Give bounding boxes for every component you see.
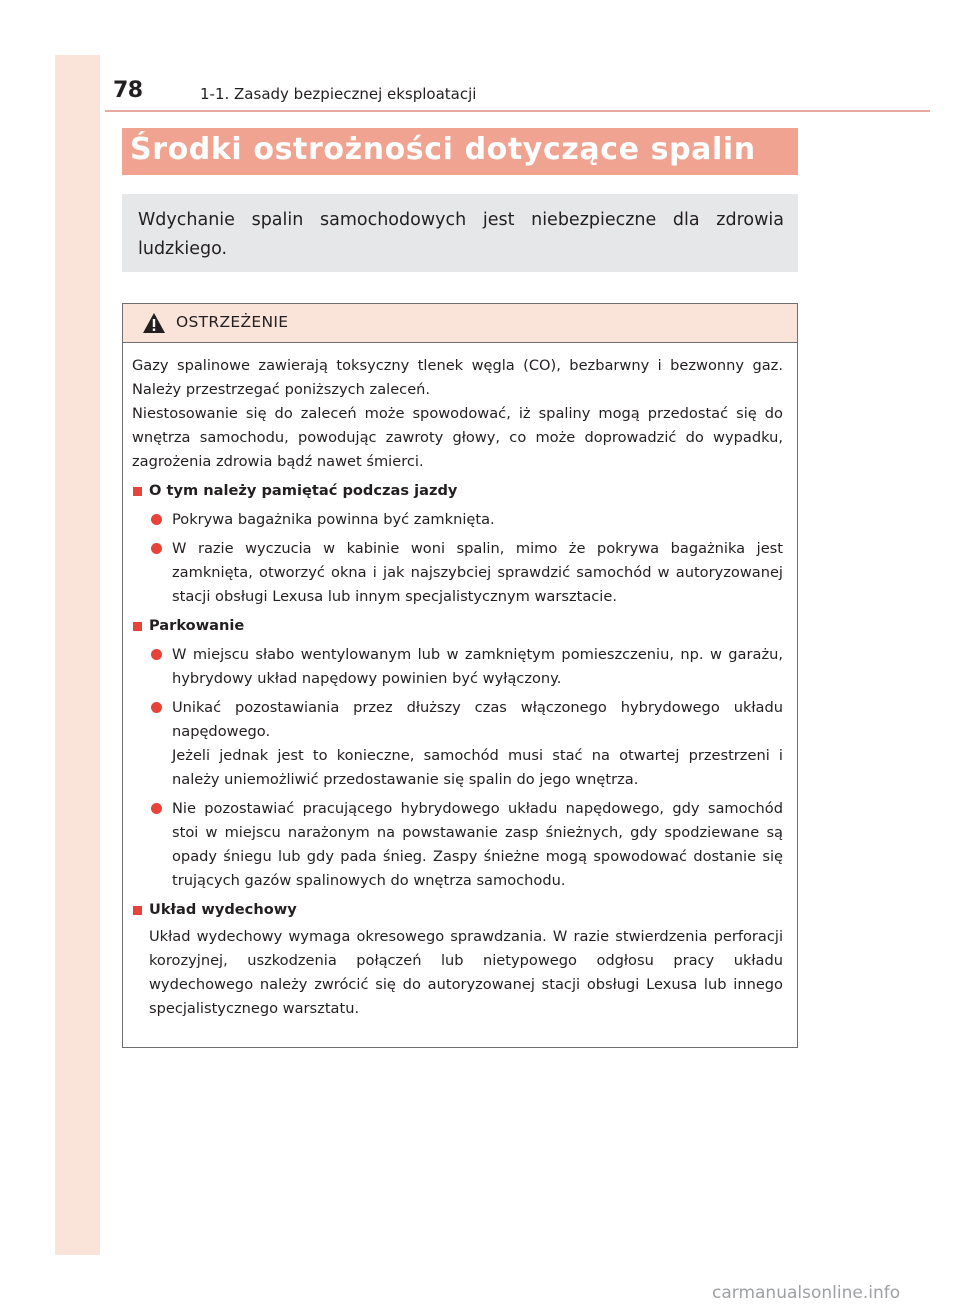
exhaust-heading: Układ wydechowy xyxy=(132,898,783,922)
page-number: 78 xyxy=(113,78,143,103)
chapter-title: 1-1. Zasady bezpiecznej eksploatacji xyxy=(200,85,477,103)
warning-header xyxy=(123,304,797,343)
footer-watermark: carmanualsonline.info xyxy=(712,1283,901,1303)
driving-heading: O tym należy pamiętać podczas jazdy xyxy=(132,479,783,503)
exhaust-paragraph: Układ wydechowy wymaga okresowego sprawdzania. W razie stwierdzenia perforacji korozyjnej, uszkodzenia połączeń lub nietypowego odgłosu pracy układu wydechowego należy zwrócić się do autoryzowanej stacji obsługi Lexusa lub innego specjalistycznego warsztatu. xyxy=(149,928,783,1017)
side-tab xyxy=(55,55,100,1255)
driving-bullet-2: W razie wyczucia w kabinie woni spalin, mimo że pokrywa bagażnika jest zamknięta, otworzyć okna i jak najszybciej sprawdzić samochód w autoryzowanej stacji obsługi Lexusa lub innym specjalistycznym warsztacie. xyxy=(132,537,783,609)
section-title-bar xyxy=(122,128,798,175)
intro-text: Wdychanie spalin samochodowych jest niebezpieczne dla zdrowia ludzkiego. xyxy=(138,210,784,259)
parking-bullet-2 xyxy=(132,696,783,792)
parking-bullet-1: W miejscu słabo wentylowanym lub w zamkniętym pomieszczeniu, np. w garażu, hybrydowy układ napędowy powinien być wyłączony. xyxy=(132,643,783,691)
warning-triangle-icon xyxy=(143,313,165,333)
section-title: Środki ostrożności dotyczące spalin xyxy=(130,132,756,167)
warning-intro-paragraph: Gazy spalinowe zawierają toksyczny tlenek węgla (CO), bezbarwny i bezwonny gaz. Należy przestrzegać poniższych zaleceń. xyxy=(132,357,783,398)
parking-bullet-2-note: Jeżeli jednak jest to konieczne, samochód musi stać na otwartej przestrzeni i należy uniemożliwić przedostawanie się spalin do jego wnętrza. xyxy=(172,747,783,788)
warning-body xyxy=(123,343,797,1021)
header-rule xyxy=(105,110,930,112)
page-header xyxy=(105,78,930,111)
driving-bullet-1: Pokrywa bagażnika powinna być zamknięta. xyxy=(132,508,783,532)
warning-consequence-paragraph: Niestosowanie się do zaleceń może spowodować, iż spaliny mogą przedostać się do wnętrza samochodu, powodując zawroty głowy, co może doprowadzić do wypadku, zagrożenia zdrowia bądź nawet śmierci. xyxy=(132,405,783,470)
parking-heading: Parkowanie xyxy=(132,614,783,638)
parking-bullet-3: Nie pozostawiać pracującego hybrydowego układu napędowego, gdy samochód stoi w miejscu narażonym na powstawanie zasp śnieżnych, gdy spodziewane są opady śniegu lub gdy pada śnieg. Zaspy śnieżne mogą spowodować dostanie się trujących gazów spalinowych do wnętrza samochodu. xyxy=(132,797,783,893)
warning-label: OSTRZEŻENIE xyxy=(176,313,289,331)
intro-box xyxy=(122,194,798,272)
warning-box xyxy=(122,303,798,1048)
parking-bullet-2-text: Unikać pozostawiania przez dłuższy czas włączonego hybrydowego układu napędowego. xyxy=(172,699,783,740)
